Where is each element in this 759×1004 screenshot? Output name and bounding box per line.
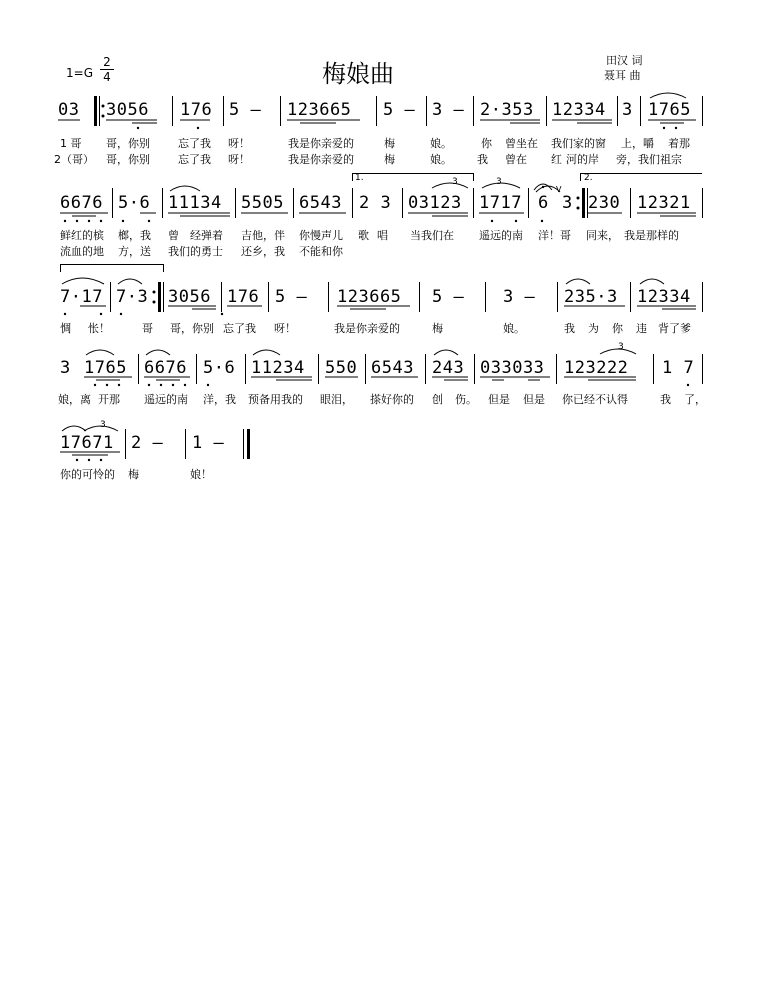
measure-2-7: 03123 xyxy=(408,193,462,213)
lyric-5-9: 娘。 xyxy=(503,322,525,335)
lyric-2-11: 河的岸 xyxy=(566,153,599,166)
measure-3-1: 7·17 xyxy=(60,287,103,307)
measure-3-9: 235·3 xyxy=(564,287,618,307)
measure-1-10a: 3 xyxy=(622,100,633,120)
lyric-2-8: 我 xyxy=(477,153,488,166)
measure-2-3: 11134 xyxy=(168,193,222,213)
lyric-7-3: 娘！ xyxy=(190,468,212,481)
measure-3-4: 176 xyxy=(227,287,260,307)
lyric-5-7: 我是你亲爱的 xyxy=(334,322,400,335)
measure-2-6: 2 3 xyxy=(359,193,392,213)
lyric-6-11: 但是 xyxy=(523,393,545,406)
measure-4-1b: 1765 xyxy=(84,358,127,378)
triplet-mark-3: 3 xyxy=(618,342,624,352)
measure-4-5: 550 xyxy=(325,358,358,378)
lyric-2-9: 曾在 xyxy=(505,153,527,166)
measure-2-5: 6543 xyxy=(299,193,342,213)
measure-2-8: 1717 xyxy=(479,193,522,213)
triplet-mark-2: 3 xyxy=(496,177,502,187)
measure-1-3: 176 xyxy=(180,100,213,120)
lyric-1-12: 着那 xyxy=(668,137,690,150)
lyric-2-10: 红 xyxy=(551,153,562,166)
lyric-6-3: 遥远的南 xyxy=(144,393,188,406)
lyric-1-4: 呀！ xyxy=(228,137,250,150)
lyric-3-6: 你慢声儿 xyxy=(299,229,343,242)
lyric-4-5: 不能和你 xyxy=(299,245,343,258)
lyric-3-11: 洋！哥 xyxy=(538,229,571,242)
measure-4-2: 6676 xyxy=(144,358,187,378)
measure-1-2: 3056 xyxy=(106,100,149,120)
time-signature-bottom: 4 xyxy=(103,70,111,84)
lyric-6-8: 创 xyxy=(432,393,443,406)
measure-3-5: 5 – xyxy=(275,287,308,307)
lyric-6-12: 你已经不认得 xyxy=(562,393,628,406)
composer-credit: 聂耳 曲 xyxy=(604,69,641,82)
lyric-6-4: 洋，我 xyxy=(203,393,236,406)
lyric-2-6: 梅 xyxy=(384,153,395,166)
lyric-5-11: 为 xyxy=(588,322,599,335)
lyric-6-10: 但是 xyxy=(488,393,510,406)
lyric-7-2: 梅 xyxy=(128,468,139,481)
measure-2-1: 6676 xyxy=(60,193,103,213)
lyric-6-6: 眼泪， xyxy=(320,393,353,406)
measure-4-7: 243 xyxy=(432,358,465,378)
lyric-1-10: 我们家的窗 xyxy=(551,137,606,150)
lyric-6-9: 伤。 xyxy=(455,393,477,406)
lyric-4-3: 我们的勇士 xyxy=(168,245,223,258)
lyric-5-12: 你 xyxy=(612,322,623,335)
measure-1-1: 03 xyxy=(58,100,80,120)
lyric-1-8: 你 xyxy=(481,137,492,150)
lyric-1-6: 梅 xyxy=(384,137,395,150)
measure-5-2: 2 – xyxy=(131,433,164,453)
measure-1-7: 3 – xyxy=(432,100,465,120)
measure-1-5: 123665 xyxy=(287,100,352,120)
lyric-5-1: 惆 xyxy=(60,322,71,335)
measure-4-3: 5·6 xyxy=(203,358,236,378)
lyric-2-4: 呀！ xyxy=(228,153,250,166)
measure-2-10: 230 xyxy=(588,193,621,213)
lyric-1-2: 哥，你别 xyxy=(106,137,150,150)
first-ending-label: 1. xyxy=(355,173,364,183)
lyric-5-6: 呀！ xyxy=(274,322,296,335)
lyric-5-13: 违 xyxy=(636,322,647,335)
measure-1-4: 5 – xyxy=(229,100,262,120)
lyric-3-5: 吉他，伴 xyxy=(241,229,285,242)
lyric-6-7: 搽好你的 xyxy=(370,393,414,406)
lyric-5-14: 背了爹 xyxy=(658,322,691,335)
measure-1-9: 12334 xyxy=(552,100,606,120)
lyric-4-4: 还乡，我 xyxy=(241,245,285,258)
measure-3-6: 123665 xyxy=(337,287,402,307)
measure-4-4: 11234 xyxy=(251,358,305,378)
page-title: 梅娘曲 xyxy=(322,60,394,88)
measure-3-10: 12334 xyxy=(637,287,691,307)
measure-4-8: 033033 xyxy=(480,358,545,378)
lyric-1-5: 我是你亲爱的 xyxy=(288,137,354,150)
measure-5-1: 17671 xyxy=(60,433,114,453)
lyric-3-2: 榔，我 xyxy=(118,229,151,242)
measure-3-7: 5 – xyxy=(432,287,465,307)
lyric-1-9: 曾坐在 xyxy=(505,137,538,150)
measure-4-10: 1 7 xyxy=(662,358,695,378)
lyric-3-13: 我是那样的 xyxy=(624,229,679,242)
lyric-5-10: 我 xyxy=(564,322,575,335)
lyric-5-5: 忘了我 xyxy=(223,322,256,335)
lyric-5-3: 哥 xyxy=(142,322,153,335)
measure-2-4: 5505 xyxy=(241,193,284,213)
lyric-3-12: 同来， xyxy=(586,229,619,242)
measure-4-9: 123222 xyxy=(564,358,629,378)
lyric-3-8: 唱 xyxy=(377,229,388,242)
lyric-3-10: 遥远的南 xyxy=(479,229,523,242)
lyric-2-12: 旁，我们祖宗 xyxy=(616,153,682,166)
measure-1-10b: 1765 xyxy=(648,100,691,120)
lyric-1-1: 1 哥 xyxy=(60,137,82,150)
measure-3-3: 3056 xyxy=(168,287,211,307)
measure-1-8: 2·353 xyxy=(480,100,534,120)
svg-text:V: V xyxy=(556,185,562,194)
measure-2-2: 5·6 xyxy=(118,193,151,213)
measure-1-6: 5 – xyxy=(383,100,416,120)
lyric-2-3: 忘了我 xyxy=(178,153,211,166)
lyric-1-3: 忘了我 xyxy=(178,137,211,150)
lyric-1-7: 娘。 xyxy=(430,137,452,150)
lyric-3-9: 当我们在 xyxy=(410,229,454,242)
lyric-2-2: 哥，你别 xyxy=(106,153,150,166)
measure-4-6: 6543 xyxy=(371,358,414,378)
triplet-mark-4: 3 xyxy=(100,420,106,430)
lyric-3-3: 曾 xyxy=(168,229,179,242)
lyric-5-4: 哥，你别 xyxy=(170,322,214,335)
lyric-4-1: 流血的地 xyxy=(60,245,104,258)
measure-2-9b: 3 xyxy=(562,193,573,213)
lyric-3-1: 鲜红的槟 xyxy=(60,229,104,242)
lyric-3-4: 经弹着 xyxy=(190,229,223,242)
key-signature: 1=G xyxy=(66,66,93,80)
lyric-2-1: 2（哥） xyxy=(54,153,94,166)
measure-2-9a: 6 xyxy=(538,193,549,213)
time-signature-top: 2 xyxy=(103,55,111,69)
lyric-2-7: 娘。 xyxy=(430,153,452,166)
lyric-6-13: 我 xyxy=(660,393,671,406)
lyric-5-2: 怅！ xyxy=(88,322,110,335)
lyric-1-11: 上，嚼 xyxy=(621,137,654,150)
lyric-4-2: 方，送 xyxy=(118,245,151,258)
measure-5-3: 1 – xyxy=(192,433,225,453)
second-ending-label: 2. xyxy=(584,173,593,183)
triplet-mark-1: 3 xyxy=(452,177,458,187)
lyric-5-8: 梅 xyxy=(432,322,443,335)
measure-4-1a: 3 xyxy=(60,358,71,378)
lyric-3-7: 歌 xyxy=(358,229,369,242)
lyric-6-1: 娘，离 xyxy=(58,393,91,406)
lyric-6-14: 了， xyxy=(684,393,706,406)
measure-3-2: 7·3 xyxy=(116,287,149,307)
measure-3-8: 3 – xyxy=(503,287,536,307)
lyric-6-2: 开那 xyxy=(98,393,120,406)
lyric-7-1: 你的可怜的 xyxy=(60,468,115,481)
lyric-6-5: 预备用我的 xyxy=(248,393,303,406)
lyric-2-5: 我是你亲爱的 xyxy=(288,153,354,166)
lyricist-credit: 田汉 词 xyxy=(606,54,643,67)
measure-2-11: 12321 xyxy=(637,193,691,213)
